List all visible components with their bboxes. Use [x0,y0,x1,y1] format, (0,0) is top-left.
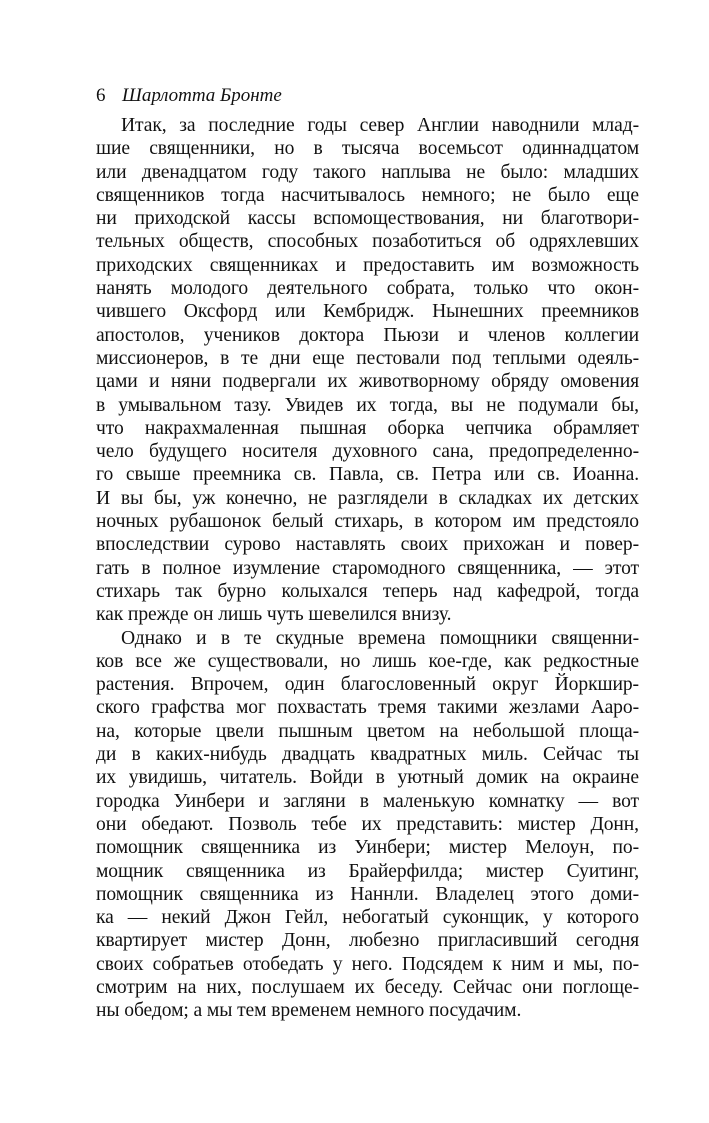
body-text [96,114,639,1023]
text-line: городка Уинбери и загляни в маленькую комнатку — вот [96,790,639,812]
text-line: или двенадцатом году такого наплыва не было: младших [96,161,639,183]
text-line: цами и няни подвергали их животворному обряду омовения [96,371,639,393]
text-line: Однако и в те скудные времена помощники священни- [121,627,639,649]
text-line: гать в полное изумление старомодного священника, — этот [96,557,639,579]
text-line: впоследствии сурово наставлять своих прихожан и повер- [96,534,639,556]
text-line: ни приходской кассы вспомоществования, ни благотвори- [96,208,639,230]
text-line: тельных обществ, способных позаботиться об одряхлевших [96,231,639,253]
running-title: Шарлотта Бронте [122,85,282,106]
text-line: они обедают. Позволь тебе их представить: мистер Донн, [96,813,639,835]
text-line: растения. Впрочем, один благословенный округ Йоркшир- [96,674,639,696]
text-line: ков все же существовали, но лишь кое-где, как редкостные [96,650,639,672]
text-line: что накрахмаленная пышная оборка чепчика обрамляет [96,417,639,439]
text-line: го свыше преемника св. Павла, св. Петра или св. Иоанна. [96,464,639,486]
text-line: как прежде он лишь чуть шевелился внизу. [96,604,452,626]
text-line: стихарь так бурно колыхался теперь над кафедрой, тогда [96,580,639,602]
text-line: ночных рубашонок белый стихарь, в котором им предстояло [96,511,639,533]
paragraph [96,627,639,1023]
text-line: священников тогда насчитывалось немного; не было еще [96,184,639,206]
text-line: на, которые цвели пышным цветом на небольшой площа- [96,720,639,742]
running-head [96,84,639,108]
text-line: чело будущего носителя духовного сана, предопределенно- [96,441,639,463]
text-line: ка — некий Джон Гейл, небогатый суконщик, у которого [96,907,639,929]
text-line: ди в каких-нибудь двадцать квадратных миль. Сейчас ты [96,744,639,766]
text-line: ского графства мог похвастать тремя такими жезлами Ааро- [96,697,639,719]
text-line: квартирует мистер Донн, любезно пригласивший сегодня [96,930,639,952]
text-line: приходских священниках и предоставить им возможность [96,254,639,276]
text-line: своих собратьев отобедать у него. Подсядем к ним и мы, по- [96,953,639,975]
book-page [96,84,639,1023]
text-line: чившего Оксфорд или Кембридж. Нынешних преемников [96,301,639,323]
text-line: смотрим на них, послушаем их беседу. Сейчас они поглоще- [96,976,639,998]
text-line: помощник священника из Наннли. Владелец этого доми- [96,883,639,905]
text-line: И вы бы, уж конечно, не разглядели в складках их детских [96,487,639,509]
text-line: Итак, за последние годы север Англии наводнили млад- [121,115,639,136]
text-line: помощник священника из Уинбери; мистер Мелоун, по- [96,837,639,859]
text-line: нанять молодого деятельного собрата, только что окон- [96,278,639,300]
text-line: шие священники, но в тысяча восемьсот одиннадцатом [96,138,639,160]
text-line: их увидишь, читатель. Войди в уютный домик на окраине [96,767,639,789]
paragraph [96,114,639,627]
text-line: апостолов, учеников доктора Пьюзи и членов коллегии [96,324,639,346]
text-line: ны обедом; а мы тем временем немного посудачим. [96,1000,522,1022]
text-line: миссионеров, в те дни еще пестовали под теплыми одеяль- [96,347,639,369]
page-number: 6 [96,85,106,106]
text-line: мощник священника из Брайерфилда; мистер Суитинг, [96,860,639,882]
text-line: в умывальном тазу. Увидев их тогда, вы не подумали бы, [96,394,639,416]
